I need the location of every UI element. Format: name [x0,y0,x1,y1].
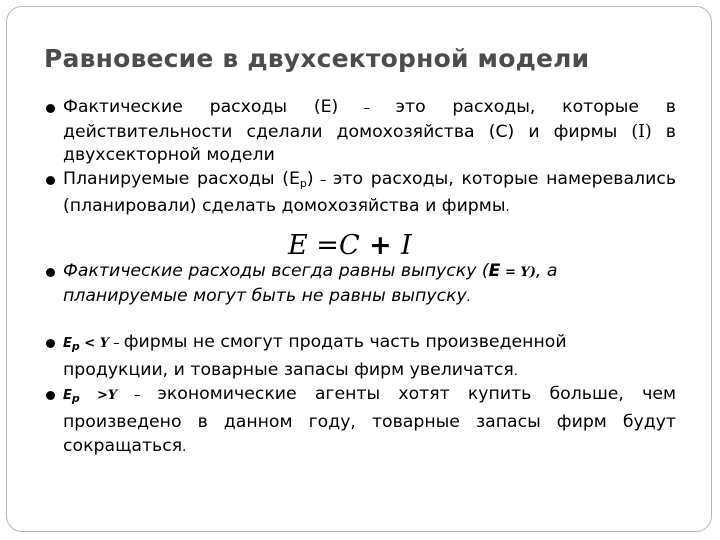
bullet1-text-b: это расходы, которые в действительности сделали домохозяйства (С) и фирмы [63,97,676,142]
bullet4-period: . [513,363,518,379]
bullet3-period: . [466,289,471,305]
formula-plus: + [359,230,402,261]
bullet1-text-a: Фактические расходы (Е) [63,97,339,117]
bullet-dot [46,391,55,400]
bullet3-e: Е [488,260,501,281]
bullet-planned-spending [46,168,676,220]
bullet5-text: экономические агенты хотят купить больше, чем произведено в данном году, товарные запасы фирм будут сокращаться [63,384,676,456]
bullet-dot [46,176,55,185]
formula-equals: = [307,230,339,261]
bullet5-subscript: р [71,392,80,406]
bullet4-subscript: р [71,340,80,354]
bullet2-text-a: Планируемые расходы (Е [63,168,300,189]
bullet-dot [46,104,55,113]
bullet-dot [46,268,55,277]
bullet3-eq-y: = Y) [500,264,536,280]
formula-e: E [288,230,308,261]
bullet1-dash: – [338,101,396,116]
slide-title: Равновесие в двухсекторной модели [44,44,590,73]
bullet2-text-b: ) [306,168,314,189]
gap [46,309,676,331]
bullet1-text-c: в двухсекторной модели [63,121,676,166]
bullet4-dash: – [109,336,124,352]
bullet1-i-letter: (I) [631,121,652,142]
equation-e-c-i [288,230,412,261]
bullet-dot [46,339,55,348]
bullet2-dash: – [313,172,333,188]
bullet2-subscript: р [299,176,307,190]
bullet-ep-greater-y [46,383,676,459]
bullet2-text-c: это расходы, которые намеревались (планировали) сделать домохозяйства и фирмы [63,168,676,217]
bullet3-text-a: Фактические расходы всегда равны выпуску ( [63,260,489,281]
bullet-actual-spending [46,96,676,168]
bullet-actual-equals-output [46,260,676,309]
formula-i: I [401,230,412,261]
slide-content [46,96,676,459]
formula-c: C [338,230,360,261]
bullet3-text-b: , а планируемые могут быть не равны выпуску [63,260,558,306]
bullet4-ep: Е [63,336,72,352]
bullet5-rel: > [79,388,108,404]
bullet5-period: . [182,439,187,455]
bullet5-ep: Е [63,388,72,404]
bullet4-y: Y [99,336,109,352]
bullet5-dash: – [117,388,158,404]
bullet-ep-less-y [46,331,676,383]
bullet5-y: Y [107,388,118,404]
bullet4-rel: < [79,336,100,352]
bullet2-period: . [505,200,510,216]
bullet4-text: фирмы не смогут продать часть произведенной продукции, и товарные запасы фирм увеличатся [63,332,567,380]
